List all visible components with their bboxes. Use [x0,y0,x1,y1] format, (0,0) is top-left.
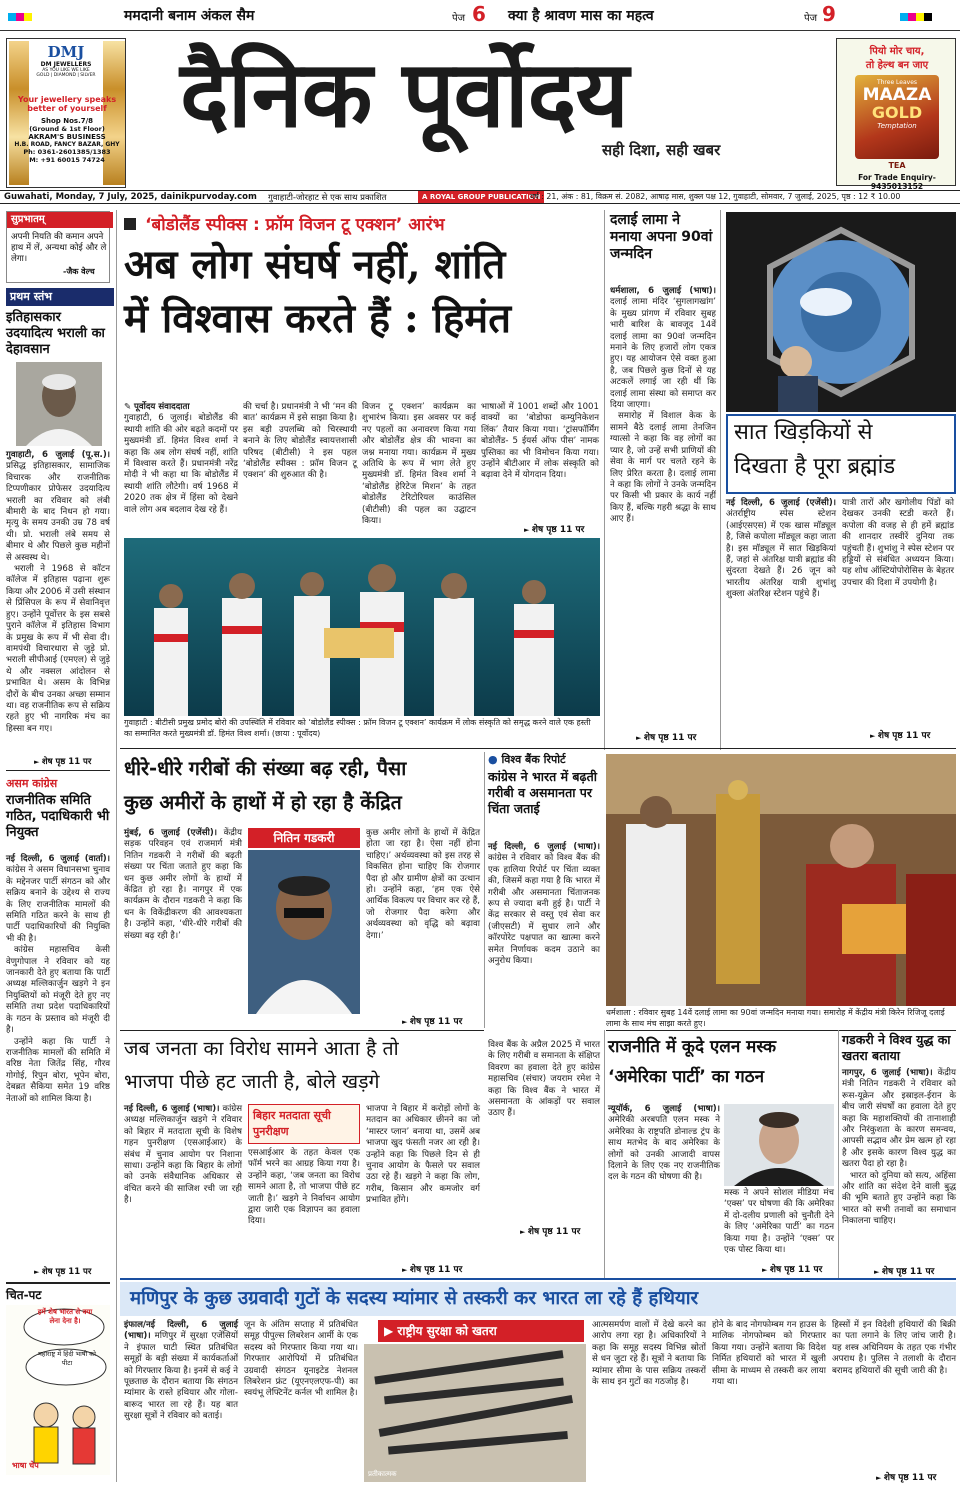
teaser-right-text: क्या है श्रावण मास का महत्व [508,8,654,24]
iss-headline-line-1: सात खिड़कियों से [734,420,873,445]
kharge-sesh[interactable]: ► शेष पृष्ठ 11 पर [402,1265,463,1275]
dmj-shop: Shop Nos.7/8 [40,117,94,125]
musk-p1: अमेरिकी अरबपति एलन मस्क ने अमेरिका के राष्ट्रपति डोनाल्ड ट्रंप के साथ मतभेद के बाद अमेरिका के लोगों को उनकी आजादी वापस दिलाने के लिए एक नए राजनीतिक दल के गठन की घोषणा की है। [608,1115,720,1183]
manipur-col-5 [712,1320,826,1480]
kharge-col-1 [124,1104,242,1268]
lead-col-3 [362,402,476,532]
continue-arrow-icon: ► [402,1018,410,1026]
bharali-photo [16,362,102,446]
maaza-line-1: पियो मोर चाय, [869,46,925,57]
bullet-circle-icon: ● [488,753,498,766]
teaser-left[interactable] [120,4,510,26]
world-bank-body-2 [488,1040,600,1236]
kharge-col-3-text: भाजपा ने बिहार में करोड़ों लोगों के मतदान का अधिकार छीनने का जो ‘मास्टर प्लान’ बनाया था, उसमें अब भाजपा खुद फंसती नजर आ रही है। उन्होंने कहा कि पिछले दिन से ही चुनाव आयोग के फैसले पर सवाल उठा रहे हैं। खड़गे ने कहा कि लोग, गरीब, किसान और कमजोर वर्ग प्रभावित होंगे। [366,1104,480,1206]
dalai-photo-image [606,754,956,1006]
chitpat-bubble-2: महाराष्ट्र में हिंदी भाषी को पीटा [38,1350,96,1367]
manipur-col-1 [124,1320,238,1480]
assam-congress-p2: कांग्रेस महासचिव केसी वेणुगोपाल ने रविवार को यह जानकारी देते हुए बताया कि पार्टी अध्यक्ष मल्लिकार्जुन खड़गे ने इन नियुक्तियों को मंजूरी देते हुए नए समिति तथा प्रदेश पदाधिकारियों के गठन के प्रस्ताव को मंजूरी दी है। [6,945,110,1036]
world-bank-p2: विश्व बैंक के अप्रैल 2025 में भारत के लिए गरीबी व समानता के संक्षिप्त विवरण का हवाला देते हुए कांग्रेस महासचिव (संचार) जयराम रमेश ने कहा कि विश्व बैंक ने भारत में असमानता के आंकड़ों पर सवाल उठाए हैं। [488,1040,600,1119]
gadkari-dateline: मुंबई, 6 जुलाई (एजेंसी)। [124,828,218,838]
suprabhatam-title: सुप्रभातम् [7,212,113,228]
pratham-body [6,450,110,564]
gadkari-headline-line-1: धीरे-धीरे गरीबों की संख्या बढ़ रही, पैसा [124,757,407,780]
teaser-left-page-label: पेज [452,13,466,24]
gadkari-col-2-text: कुछ अमीर लोगों के हाथों में केंद्रित होता जा रहा है। ऐसा नहीं होना चाहिए।’ अर्थव्यवस्था को इस तरह से विकसित होना चाहिए कि रोजगार पैदा हो और ग्रामीण क्षेत्रों का उत्थान हो। उन्होंने कहा, ‘हम एक ऐसे आर्थिक विकल्प पर विचार कर रहे हैं, जो रोजगार पैदा करेगा और अर्थव्यवस्था को वृद्धि को बढ़ावा देगा।’ [366,828,480,941]
musk-portrait [724,1104,834,1186]
world-bank-kicker [488,752,600,767]
iss-cupola-photo [726,212,956,412]
iss-dateline: नई दिल्ली, 6 जुलाई (एजेंसी)। [726,498,836,508]
lead-col-2-text: की चर्चा है। प्रधानमंत्री ने भी ‘मन की बात’ कार्यक्रम में इसे साझा किया है। इस बड़ी उपलब्धि को चिरस्थायी बनाने के लिए बोडोलैंड स्वायत्तशासी परिषद (बीटीसी) ने इस पहल ‘बोडोलैंड स्पीक्स : फ्रॉम विजन टू एक्शन’ की शुरुआत की है। [243,402,357,481]
gadkari-portrait [248,850,360,1014]
kharge-headline[interactable] [124,1032,480,1102]
iss-col-1 [726,498,836,738]
dmj-tagline: AS YOU LIKE WE LIKE [42,68,90,73]
lead-col-4-text: भाषाओं में 1001 शब्दों और 1001 वाक्यों का ‘बोडोफा कम्युनिकेशन लिंक’ तैयार किया गया। ‘ट्रांसफॉर्मिंग बोडोलैंड- 5 ईयर्स ऑफ पीस’ नामक पुस्तिका का भी विमोचन किया गया। उन्होंने बीटीआर में लोक संस्कृति को बढ़ावा देने में योगदान दिया। [481,402,599,481]
lead-headline-line-2: में विश्वास करते हैं : हिमंत [124,295,511,342]
bihar-box-title: बिहार मतदाता सूची पुनरीक्षण [253,1109,331,1138]
lead-col-2 [243,402,357,532]
teaser-left-text: ममदानी बनाम अंकल सैम [124,8,255,24]
musk-headline[interactable] [608,1032,834,1102]
manipur-dateline: इंफाल/नई दिल्ली, 6 जुलाई (भाषा)। [124,1320,238,1342]
kharge-dateline: नई दिल्ली, 6 जुलाई (भाषा)। [124,1104,220,1114]
pratham-p1: प्रसिद्ध इतिहासकार, सामाजिक विचारक और राजनीतिक टिप्पणीकार प्रोफेसर उदयादित्य भराली का रविवार को लंबी बीमारी के बाद निधन हो गया। मृत्यु के समय उनकी उम्र 78 वर्ष थी। प्रो. भराली लंबे समय से बीमार थे और पिछले कुछ महीनों से अस्वस्थ थे। [6,461,110,563]
gadkari-war-sesh[interactable]: ► शेष पृष्ठ 11 पर [874,1267,935,1277]
world-bank-kicker-text: विश्व बैंक रिपोर्ट [501,753,566,766]
teaser-right[interactable] [504,4,834,26]
maaza-tea: TEA [888,161,906,170]
lead-col-1-text: गुवाहाटी, 6 जुलाई। बोडोलैंड की स्थायी शांति की ओर बढ़ते कदमों पर मुख्यमंत्री डॉ. हिमंत विश्व शर्मा ने कहा कि अब लोग संघर्ष नहीं, शांति में विश्वास करते हैं। प्रधानमंत्री नरेंद्र मोदी ने भी कहा था कि बोडोलैंड में स्थायी शांति लौटेगी। वर्ष 1968 में 2020 तक क्षेत्र में हिंसा को देखने वाले लोग अब बदलाव देख रहे हैं। [124,413,238,515]
continue-arrow-icon: ► [870,732,878,740]
gadkari-headline[interactable] [124,752,480,828]
chitpat-title: चित-पट [6,1288,42,1302]
dmj-slogan-1: Your jewellery speaks [17,95,117,104]
pratham-p2: भराली ने 1968 से कॉटन कॉलेज में इतिहास पढ़ाना शुरू किया और 2006 में उसी संस्थान से प्रिंसिपल के रूप में सेवानिवृत्त हुए। उन्होंने पूर्वोत्तर के इस सबसे पुराने कॉलेज में इतिहास विभाग के प्रमुख के रूप में भी सेवा दी। वामपंथी विचारधारा से जुड़े प्रो. भराली सीपीआई (एमएल) से जुड़े थे और नक्सल आंदोलन से प्रभावित थे। असम के विभिन्न दौरों के बीच उनका अच्छा सम्मान था। वह राजनीतिक रूप से सक्रिय रहते हुए भी नागरिक मंच का हिस्सा बन गए। [6,564,110,734]
continue-arrow-icon: ► [762,1266,770,1274]
gadkari-photo-block [248,828,360,1014]
dateline-mid: गुवाहाटी-जोरहाट से एक साथ प्रकाशित [268,193,387,203]
dalai-sesh[interactable]: ► शेष पृष्ठ 11 पर [636,733,697,743]
musk-col-2 [724,1188,834,1268]
pratham-headline: इतिहासकार उदयादित्य भराली का देहावसान [6,310,105,357]
dalai-p2: समारोह में विशाल केक के सामने बैठे दलाई लामा तेनजिन ग्यात्सो ने कहा कि वह लोगों का प्यार है, जो उन्हें सभी प्राणियों की सेवा के मार्ग पर चलते रहने के लिए प्रेरित करता है। दलाई लामा ने कहा कि लोगों ने उनके जन्मदिन पर किसी भी प्रकार के कार्य नहीं किए हैं, बल्कि गहरी श्रद्धा के साथ आए हैं। [610,411,716,525]
kharge-headline-line-2: भाजपा पीछे हट जाती है, बोले खड़गे [124,1070,380,1093]
assam-congress-p3: उन्होंने कहा कि पार्टी ने राजनीतिक मामलों की समिति में वरिष्ठ नेता जितेंद्र सिंह, गौरव गोगोई, रिपुन बोरा, भूपेन बोरा, देबब्रत सैकिया समेत 19 वरिष्ठ नेताओं को शामिल किया है। [6,1036,110,1104]
pratham-dateline: गुवाहाटी, 6 जुलाई (पू.स.)। [6,450,110,460]
iss-col-2 [842,498,954,728]
assam-congress-dateline: नई दिल्ली, 6 जुलाई (वार्ता)। [6,854,110,864]
bihar-box [248,1104,360,1144]
kharge-headline-line-1: जब जनता का विरोध सामने आता है तो [124,1037,399,1060]
continue-arrow-icon: ► [34,1268,42,1276]
continue-arrow-icon: ► [636,734,644,742]
suprabhatam-box [6,211,110,283]
lead-col-4 [481,402,599,522]
world-bank-dateline: नई दिल्ली, 6 जुलाई (भाषा)। [488,842,600,852]
continue-arrow-icon: ► [524,526,532,534]
maaza-line-2: तो हेल्थ बन जाए [865,60,929,71]
dalai-p1: दलाई लामा मंदिर ‘सुगलागखांग’ के मुख्य प्रांगण में रविवार सुबह भारी बारिश के बावजूद 14वें दलाई लामा का 90वां जन्मदिन मनाने के लिए हजारों लोग एकत्र हुए। यह आयोजन ऐसे वक्त हुआ है, जब पिछले कुछ दिनों से यह अटकलें लगाई जा रही थीं कि दलाई लामा संस्था को समाप्त कर दिया जाएगा। [610,297,716,411]
registration-marks [8,6,38,22]
chitpat-caption: भाषा चेप [12,1461,39,1470]
dmj-mobile: M: +91 60015 74724 [29,156,105,164]
musk-p2: मस्क ने अपने सोशल मीडिया मंच ‘एक्स’ पर घोषणा की कि अमेरिका में दो-दलीय प्रणाली को चुनौती देने के लिए ‘अमेरिका पार्टी’ का गठन किया गया है। उन्होंने ‘एक्स’ पर एक पोस्ट किया था। [724,1188,834,1256]
gadkari-war-p1: केंद्रीय मंत्री नितिन गडकरी ने रविवार को रूस-यूक्रेन और इस्राइल-ईरान के बीच जारी संघर्षों का हवाला देते हुए कहा कि महाशक्तियों की तानाशाही और निरंकुशता के कारण समन्वय, आपसी सद्भाव और प्रेम खत्म हो रहा है और इसके कारण विश्व युद्ध का खतरा पैदा हो रहा है। [842,1068,957,1170]
manipur-col-6-text: हिस्सों में इन विदेशी हथियारों की बिक्री का पता लगाने के लिए जांच जारी है। यह शस्त्र अधिनियम के तहत एक गंभीर अपराध है। पुलिस ने तलाशी के दौरान बरामद हथियारों की सूची जारी की है। [832,1320,956,1376]
dalai-photo-caption: धर्मशाला : रविवार सुबह 14वें दलाई लामा का 90वां जन्मदिन मनाया गया। समारोह में केंद्रीय मंत्री किरेन रिजिजू दलाई लामा के साथ मंच साझा करते हुए। [606,1008,945,1028]
registration-marks-right [900,6,940,22]
dmj-slogan-2: better of yourself [27,104,107,113]
world-bank-headline: कांग्रेस ने भारत में बढ़ती गरीबी व असमानता पर चिंता जताई [488,769,597,816]
lead-col-3-text: विजन टू एक्शन’ कार्यक्रम का शुभारंभ किया। इस अवसर पर कई नए पहलों का अनावरण किया गया और बोडोलैंड क्षेत्र की भावना का जश्न मनाया गया। कार्यक्रम में मुख्य अतिथि के रूप में भाग लेते हुए मुख्यमंत्री डॉ. हिमंत विश्व शर्मा ने ‘बोडोलैंड हेरिटेज मिशन’ के तहत बोडोलैंड टेरिटोरियल काउंसिल (बीटीसी) की पहल का उद्घाटन किया। [362,402,476,527]
dmj-complex: AKRAM'S BUSINESS [28,133,106,141]
iss-headline[interactable] [726,414,956,494]
continue-arrow-icon: ► [520,1228,528,1236]
maaza-trade: For Trade Enquiry- 9435013152 [858,173,936,191]
masthead-slogan: सही दिशा, सही खबर [602,141,721,159]
gadkari-col-1 [124,828,242,1014]
manipur-headline-text: मणिपुर के कुछ उग्रवादी गुटों के सदस्य म्यांमार से तस्करी कर भारत ला रहे हैं हथियार [130,1288,699,1309]
jewellers-ad[interactable] [6,38,126,188]
lead-kicker-text: ‘बोडोलैंड स्पीक्स : फ्रॉम विजन टू एक्शन’ आरंभ [145,215,445,235]
gadkari-war-dateline: नागपुर, 6 जुलाई (भाषा)। [842,1068,933,1078]
dmj-address: H.B. ROAD, FANCY BAZAR, GHY [14,141,120,148]
maaza-brand-2: GOLD [871,103,923,122]
maaza-pack [855,75,939,159]
world-bank-sesh[interactable]: ► शेष पृष्ठ 11 पर [520,1227,581,1237]
manipur-col-4 [592,1320,706,1480]
cupola-image [726,212,956,412]
maaza-gold-ad[interactable] [836,38,956,191]
gadkari-name-tag: नितिन गडकरी [248,828,360,848]
dmj-phone: Ph: 0361-2601385/1383 [23,148,111,156]
dalai-lama-photo [606,754,956,1006]
assam-congress-story [6,776,110,1278]
top-strip [0,0,960,30]
manipur-col-1-text: मणिपुर में सुरक्षा एजेंसियों ने इंफाल घाटी स्थित प्रतिबंधित समूहों के बड़ी संख्या में कार्यकर्ताओं को गिरफ्तार किया है। इनमें से कई ने पूछताछ के दौरान बताया कि संगठन म्यांमार के रास्ते हथियार और गोला-बारूद भारत ला रहे हैं। यह बात सुरक्षा सूत्रों ने रविवार को बताई। [124,1331,238,1422]
continue-arrow-icon: ► [34,758,42,766]
assam-congress-headline: राजनीतिक समिति गठित, पदाधिकारी भी नियुक्त [6,793,110,840]
gadkari-war-headline: गडकरी ने विश्व युद्ध का खतरा बताया [842,1032,951,1063]
manipur-col-2 [244,1320,358,1480]
kharge-col-3 [366,1104,480,1260]
world-bank-p1: कांग्रेस ने रविवार को विश्व बैंक की एक हालिया रिपोर्ट पर चिंता व्यक्त की, जिसमें कहा गया है कि भारत में गरीबी और असमानता चिंताजनक रूप से ज्यादा बनी हुई है। पार्टी ने केंद्र सरकार से वस्तु एवं सेवा कर (जीएसटी) में सुधार लाने और कॉरपोरेट पक्षपात का खात्मा करने समेत निर्णायक कदम उठाने का अनुरोध किया। [488,853,600,967]
gadkari-war-story [842,1032,956,1278]
pratham-stambh [6,288,110,768]
musk-photo [724,1104,834,1186]
manipur-col-2-text: जून के अंतिम सप्ताह में प्रतिबंधित समूह पीपुल्स लिबरेशन आर्मी के एक सदस्य को गिरफ्तार किया गया था। गिरफ्तार आरोपियों में प्रतिबंधित उग्रवादी संगठन यूनाइटेड नेशनल लिबरेशन फ्रंट (यूएनएलएफ-पी) का स्वयंभू लेफ्टिनेंट कर्नल भी शामिल है। [244,1320,358,1399]
pen-icon: ✎ [124,402,132,412]
maaza-brand-3: Temptation [877,122,917,130]
assam-congress-p1: कांग्रेस ने असम विधानसभा चुनाव के मद्देनजर पार्टी संगठन को और सक्रिय बनाने के उद्देश्य से राज्य के लिए राजनीतिक मामलों की समिति गठित करने के साथ ही पार्टी पदाधिकारियों की नियुक्ति भी की है। [6,865,110,944]
security-box [364,1320,586,1484]
dalai-lama-story [610,212,716,742]
cartoon-image [6,1305,110,1475]
gadkari-col-1-text: केंद्रीय सड़क परिवहन एवं राजमार्ग मंत्री नितिन गडकरी ने गरीबों की बढ़ती संख्या पर चिंता जताते हुए कहा कि धन कुछ अमीर लोगों के हाथों में केंद्रित हो रहा है। नागपुर में एक कार्यक्रम के दौरान गडकरी ने कहा कि धन के विकेंद्रीकरण की आवश्यकता है। उन्होंने कहा, ‘धीरे-धीरे गरीबों की संख्या बढ़ रही है।’ [124,828,242,941]
security-box-title-text: राष्ट्रीय सुरक्षा को खतरा [397,1324,497,1338]
royal-group-badge: A ROYAL GROUP PUBLICATION [418,191,544,203]
continue-arrow-icon: ► [876,1474,884,1482]
dmj-sub: GOLD | DIAMOND | SILVER [36,73,96,78]
pratham-sesh[interactable]: ► शेष पृष्ठ 11 पर [34,757,92,767]
manipur-col-4-text: आत्मसमर्पण वालों में देखे करने का आरोप लगा रहा है। अधिकारियों ने कहा कि समूह सदस्य विभिन्न स्रोतों से धन जुटा रहे हैं। सूत्रों ने बताया कि म्यांमार सीमा के पास सक्रिय तस्करों के साथ इन गुटों का गठजोड़ है। [592,1320,706,1388]
lead-photo-caption: गुवाहाटी : बीटीसी प्रमुख प्रमोद बोरो की उपस्थिति में रविवार को ‘बोडोलैंड स्पीक्स : फ्रॉम विजन टू एक्शन’ कार्यक्रम में लोक संस्कृति को समृद्ध करने वाले एक हस्ती का सम्मानित करते मुख्यमंत्री डॉ. हिमंत विश्व शर्मा। (छाया : पूर्वोदय) [124,718,591,738]
dmj-name: DM JEWELLERS [40,61,92,68]
world-bank-body [488,842,600,1040]
iss-headline-line-2: दिखता है पूरा ब्रह्मांड [734,454,896,479]
teaser-right-page-number: 9 [822,2,836,26]
manipur-col-6 [832,1320,956,1468]
lead-headline[interactable] [124,238,602,398]
masthead-title: दैनिक पूर्वोदय [180,40,628,148]
manipur-sesh[interactable]: ► शेष पृष्ठ 11 पर [876,1473,937,1483]
bodoland-event-photo [124,538,600,716]
assam-congress-body [6,854,110,945]
lead-byline: पूर्वोदय संवाददाता [133,402,190,412]
teaser-left-page-number: 6 [472,2,486,26]
musk-sesh[interactable]: ► शेष पृष्ठ 11 पर [762,1265,823,1275]
assam-congress-kicker: असम कांग्रेस [6,777,58,790]
assam-congress-sesh[interactable]: ► शेष पृष्ठ 11 पर [34,1267,92,1277]
musk-headline-line-1: राजनीति में कूदे एलन मस्क [608,1037,777,1057]
arrow-icon: ▶ [384,1324,394,1338]
continue-arrow-icon: ► [874,1268,882,1276]
chitpat-cartoon [6,1282,110,1482]
suprabhatam-text: अपनी नियति की कमान अपने हाथ में लें, अन्यथा कोई और ले लेगा। [11,232,107,264]
suprabhatam-author: -जैक वेल्च [63,267,95,276]
dmj-floor: (Ground & 1st Floor) [29,125,105,133]
gadkari-headline-line-2: कुछ अमीरों के हाथों में हो रहा है केंद्रित [124,791,402,814]
kharge-col-1-text: कांग्रेस अध्यक्ष मल्लिकार्जुन खड़गे ने रविवार को बिहार में मतदाता सूची के विशेष गहन पुनरीक्षण (एसआईआर) के संबंध में चुनाव आयोग पर निशाना साधा। उन्होंने कहा कि बिहार के लोगों को उनके संवैधानिक अधिकार से वंचित करने की साजिश रची जा रही है। [124,1104,242,1206]
dalai-dateline: धर्मशाला, 6 जुलाई (भाषा)। [610,286,716,296]
maaza-brand-1: MAAZA [862,85,932,105]
dateline-right: वर्ष : 21, अंक : 81, विक्रम सं. 2082, आषाढ़ मास, शुक्ल पक्ष 12, गुवाहाटी, सोमवार, 7 जुलाई, 2025, पृष्ठ : 12 ₹ 10.00 [530,192,901,201]
pratham-title: प्रथम स्तंभ [6,288,114,306]
weapons-photo [364,1344,586,1482]
dalai-headline: दलाई लामा ने मनाया अपना 90वां जन्मदिन [610,212,713,262]
gadkari-sesh[interactable]: ► शेष पृष्ठ 11 पर [402,1017,463,1027]
gadkari-war-p2: भारत को दुनिया को सत्य, अहिंसा और शांति का संदेश देने वाली बुद्ध की भूमि बताते हुए उन्होंने कहा कि भारत को सभी तनावों का समाधान निकालना चाहिए। [842,1170,956,1227]
lead-col-1 [124,402,238,532]
security-photo-caption: प्रतीकात्मक [368,1470,397,1478]
musk-col-1 [608,1104,720,1268]
dateline-left: Guwahati, Monday, 7 July, 2025, dainikpurvoday.com [4,192,257,202]
kharge-col-2 [248,1148,360,1268]
masthead[interactable] [160,32,800,182]
maaza-brand-small: Three Leaves [876,79,918,86]
musk-dateline: न्यूयॉर्क, 6 जुलाई (भाषा)। [608,1104,720,1114]
dmj-logo: DMJ [47,43,85,61]
iss-p2: यात्री तारों और खगोलीय पिंडों को देखकर उनकी स्टडी करते हैं। कपोला की वजह से ही हमें ब्रह्मांड की शानदार तस्वीरें दुनिया तक पहुंचती हैं। शुभांशु ने स्पेस स्टेशन पर हड्डियों से संबंधित अध्ययन किया। यह शोध ऑस्टियोपोरोसिस के बेहतर उपचार की दिशा में उपयोगी है। [842,498,954,588]
continue-arrow-icon: ► [402,1266,410,1274]
bullet-square-icon [124,218,136,230]
portrait-image [16,362,102,446]
iss-p1: अंतर्राष्ट्रीय स्पेस स्टेशन (आईएसएस) में एक खास मॉड्यूल है, जिसे कपोला मॉड्यूल कहा जाता है। इस मॉड्यूल में सात खिड़कियां हैं, जहां से अंतरिक्ष यात्री ब्रह्मांड की सुंदरता देखते हैं। 26 जून को भारतीय अंतरिक्ष यात्री शुभांशु शुक्ला अंतरिक्ष स्टेशन पहुंचे हैं। [726,509,836,600]
manipur-headline[interactable] [120,1282,956,1316]
iss-sesh[interactable]: ► शेष पृष्ठ 11 पर [870,731,931,741]
teaser-right-page-label: पेज [804,13,818,24]
event-photo-image [124,538,600,716]
lead-kicker [124,212,600,236]
kharge-col-2-text: एसआईआर के तहत केवल एक फॉर्म भरने का आग्रह किया गया है। उन्होंने कहा, ‘जब जनता का विरोध सामने आता है, तो भाजपा पीछे हट जाती है।’ खड़गे ने निर्वाचन आयोग द्वारा जारी एक विज्ञापन का हवाला दिया। [248,1148,360,1227]
chitpat-bubble-1: हमें शेष भारत से क्या लेना देना है। [37,1308,93,1325]
dateline-bar [0,190,960,204]
musk-headline-line-2: ‘अमेरिका पार्टी’ का गठन [608,1067,765,1087]
lead-sesh[interactable]: ► शेष पृष्ठ 11 पर [524,525,585,535]
security-box-title [378,1320,584,1342]
lead-headline-line-1: अब लोग संघर्ष नहीं, शांति [124,241,506,288]
manipur-col-5-text: होने के बाद नोगफोम्बम गन हाउस के मालिक नोगफोम्बम को गिरफ्तार किया गया। उन्होंने बताया कि विदेश निर्मित हथियारों को भारत में खुली सीमा के माध्यम से तस्करी कर लाया गया था। [712,1320,826,1388]
gadkari-col-2 [366,828,480,1014]
